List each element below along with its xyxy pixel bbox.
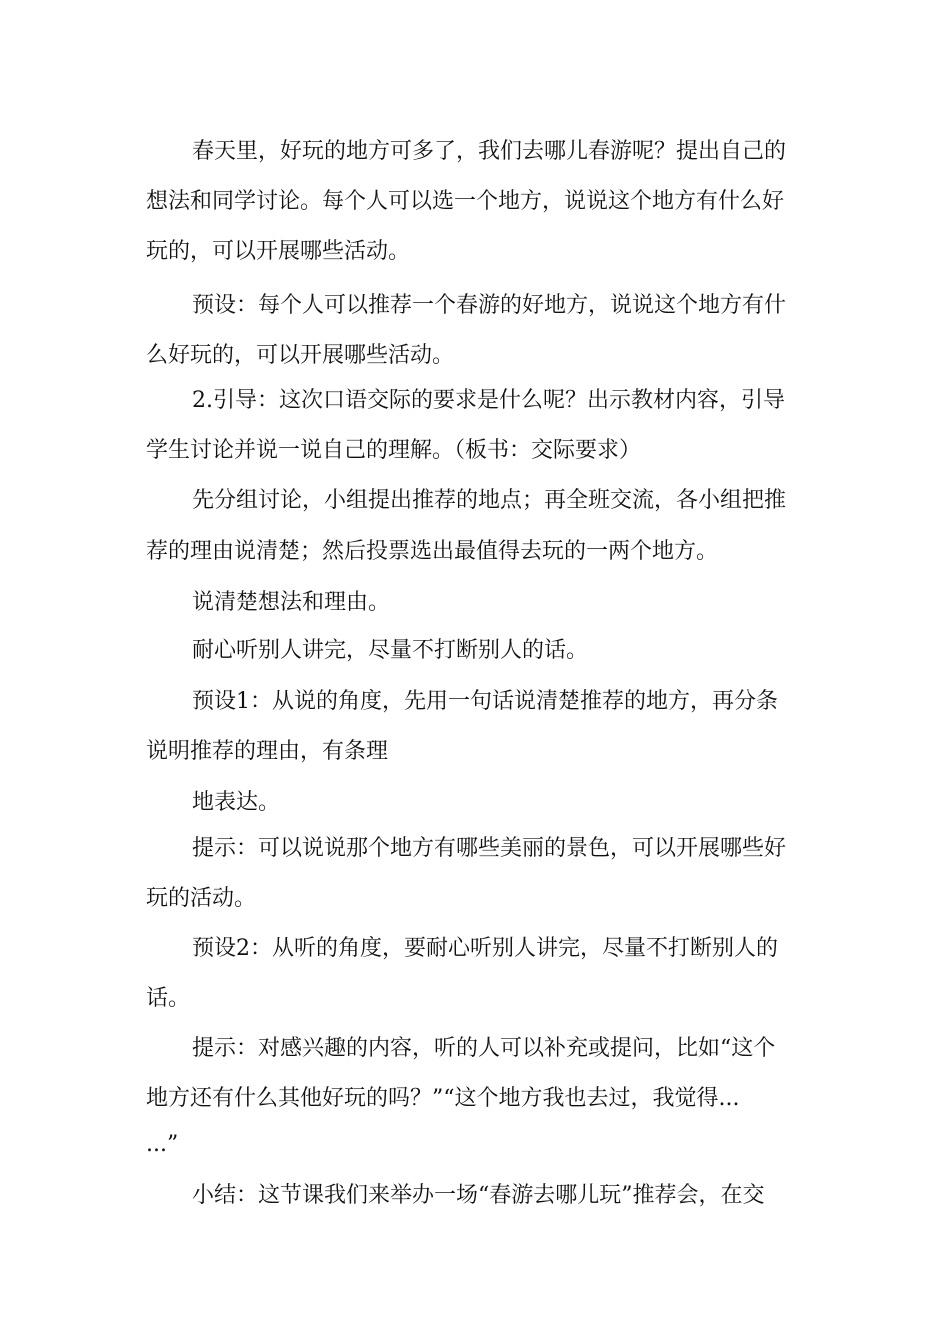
text-line-3: 玩的，可以开展哪些活动。 <box>146 239 411 264</box>
text-line-9: 荐的理由说清楚；然后投票选出最值得去玩的一两个地方。 <box>146 539 719 564</box>
text-line-13: 说明推荐的理由，有条理 <box>146 739 389 764</box>
text-line-21: ...” <box>146 1132 179 1157</box>
text-line-22: 小结：这节课我们来举办一场“春游去哪儿玩”推荐会，在交 <box>192 1183 765 1208</box>
text-line-4: 预设：每个人可以推荐一个春游的好地方，说说这个地方有什 <box>192 293 787 318</box>
text-line-12: 预设1：从说的角度，先用一句话说清楚推荐的地方，再分条 <box>192 689 778 714</box>
text-line-20: 地方还有什么其他好玩的吗？”“这个地方我也去过，我觉得... <box>146 1086 740 1111</box>
text-line-15: 提示：可以说说那个地方有哪些美丽的景色，可以开展哪些好 <box>192 836 787 861</box>
text-line-19: 提示：对感兴趣的内容，听的人可以补充或提问，比如“这个 <box>192 1036 776 1061</box>
text-line-2: 想法和同学讨论。每个人可以选一个地方，说说这个地方有什么好 <box>146 189 785 214</box>
text-line-11: 耐心听别人讲完，尽量不打断别人的话。 <box>192 638 589 663</box>
text-line-18: 话。 <box>146 986 191 1011</box>
text-line-1: 春天里，好玩的地方可多了，我们去哪儿春游呢？提出自己的 <box>192 139 787 164</box>
text-line-7: 学生讨论并说一说自己的理解。（板书：交际要求） <box>146 438 642 463</box>
text-line-16: 玩的活动。 <box>146 886 257 911</box>
text-line-17: 预设2：从听的角度，要耐心听别人讲完，尽量不打断别人的 <box>192 936 778 961</box>
text-line-14: 地表达。 <box>192 790 281 815</box>
text-line-8: 先分组讨论，小组提出推荐的地点；再全班交流，各小组把推 <box>192 488 787 513</box>
text-line-5: 么好玩的，可以开展哪些活动。 <box>146 343 455 368</box>
text-line-6: 2.引导：这次口语交际的要求是什么呢？出示教材内容，引导 <box>192 388 785 413</box>
text-line-10: 说清楚想法和理由。 <box>192 590 391 615</box>
